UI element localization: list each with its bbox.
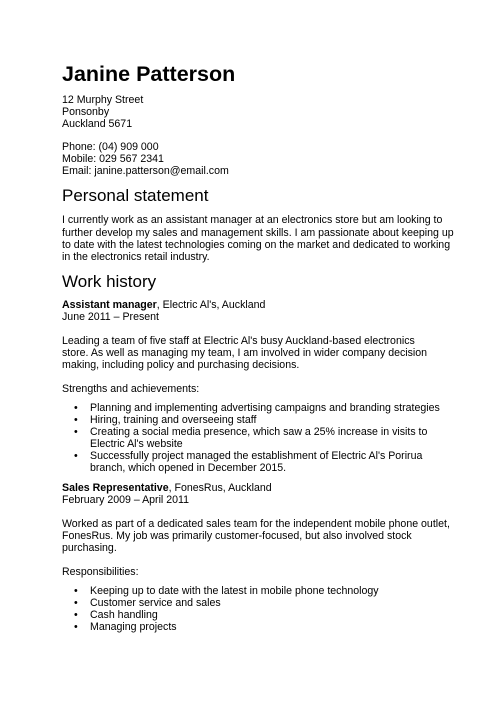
list-item-text: Hiring, training and overseeing staff [90,413,257,426]
list-item [62,609,462,621]
bullet-icon: • [74,584,78,597]
address-line: Auckland 5671 [62,117,133,130]
job-description-line: purchasing. [62,542,117,555]
job-list-heading: Strengths and achievements: [62,382,200,395]
list-item-text: Planning and implementing advertising campaigns and branding strategies [90,401,440,414]
list-item-text: Managing projects [90,620,177,633]
personal-statement-text [62,214,462,263]
job-employer: , Electric Al's, Auckland [156,299,266,312]
statement-line: further develop my sales and management skills. I am passionate about keeping up [62,226,454,239]
phone-line: Phone: (04) 909 000 [62,140,159,153]
address-line: 12 Murphy Street [62,94,144,106]
bullet-icon: • [74,608,78,621]
list-item-text: Creating a social media presence, which saw a 25% increase in visits to [90,425,428,438]
statement-line: to date with the latest technologies coming on the market and dedicated to working [62,238,451,251]
list-item [62,585,462,597]
list-item-text: Cash handling [90,608,158,621]
personal-statement-heading: Personal statement [62,186,209,206]
bullet-icon: • [74,596,78,609]
bullet-icon: • [74,401,78,414]
contact-block [62,142,462,177]
list-item-text: Successfully project managed the establishment of Electric Al's Porirua [90,449,423,462]
work-history-heading: Work history [62,272,157,292]
job-employer: , FonesRus, Auckland [168,481,272,494]
job-title-line [62,483,462,495]
bullet-icon: • [74,620,78,633]
list-item-text: Customer service and sales [90,596,221,609]
mobile-line: Mobile: 029 567 2341 [62,152,164,165]
list-item [62,414,462,426]
job-entry [62,483,462,633]
responsibilities-list [62,585,462,633]
list-item [62,621,462,633]
bullet-icon: • [74,425,78,438]
address-line: Ponsonby [62,105,110,118]
email-line: Email: janine.patterson@email.com [62,164,229,177]
job-list-heading: Responsibilities: [62,565,139,578]
statement-line: I currently work as an assistant manager at an electronics store but am looking to [62,214,443,227]
job-title: Sales Representative [62,481,169,494]
list-item [62,426,462,450]
statement-line: in the electronics retail industry. [62,250,210,263]
job-description-line: Worked as part of a dedicated sales team for the independent mobile phone outlet, [62,517,450,530]
list-item [62,597,462,609]
bullet-icon: • [74,449,78,462]
bullet-icon: • [74,413,78,426]
candidate-name: Janine Patterson [62,62,236,86]
list-item [62,402,462,414]
list-item-text-cont: Electric Al's website [90,437,183,450]
list-item-text: Keeping up to date with the latest in mobile phone technology [90,584,379,597]
job-description-line: FonesRus. My job was primarily customer-focused, but also involved stock [62,529,412,542]
job-entry [62,300,462,474]
job-description-line: Leading a team of five staff at Electric Al's busy Auckland-based electronics [62,334,415,347]
list-item [62,450,462,474]
list-item-text-cont: branch, which opened in December 2015. [90,461,287,474]
job-description-line: making, including policy and purchasing decisions. [62,359,300,372]
achievements-list [62,402,462,474]
job-description [62,518,462,555]
job-dates: February 2009 – April 2011 [62,493,190,506]
job-description [62,335,462,372]
address-block [62,95,462,130]
job-description-line: store. As well as managing my team, I am involved in wider company decision [62,347,428,360]
job-title: Assistant manager [62,299,157,312]
job-dates: June 2011 – Present [62,310,159,323]
